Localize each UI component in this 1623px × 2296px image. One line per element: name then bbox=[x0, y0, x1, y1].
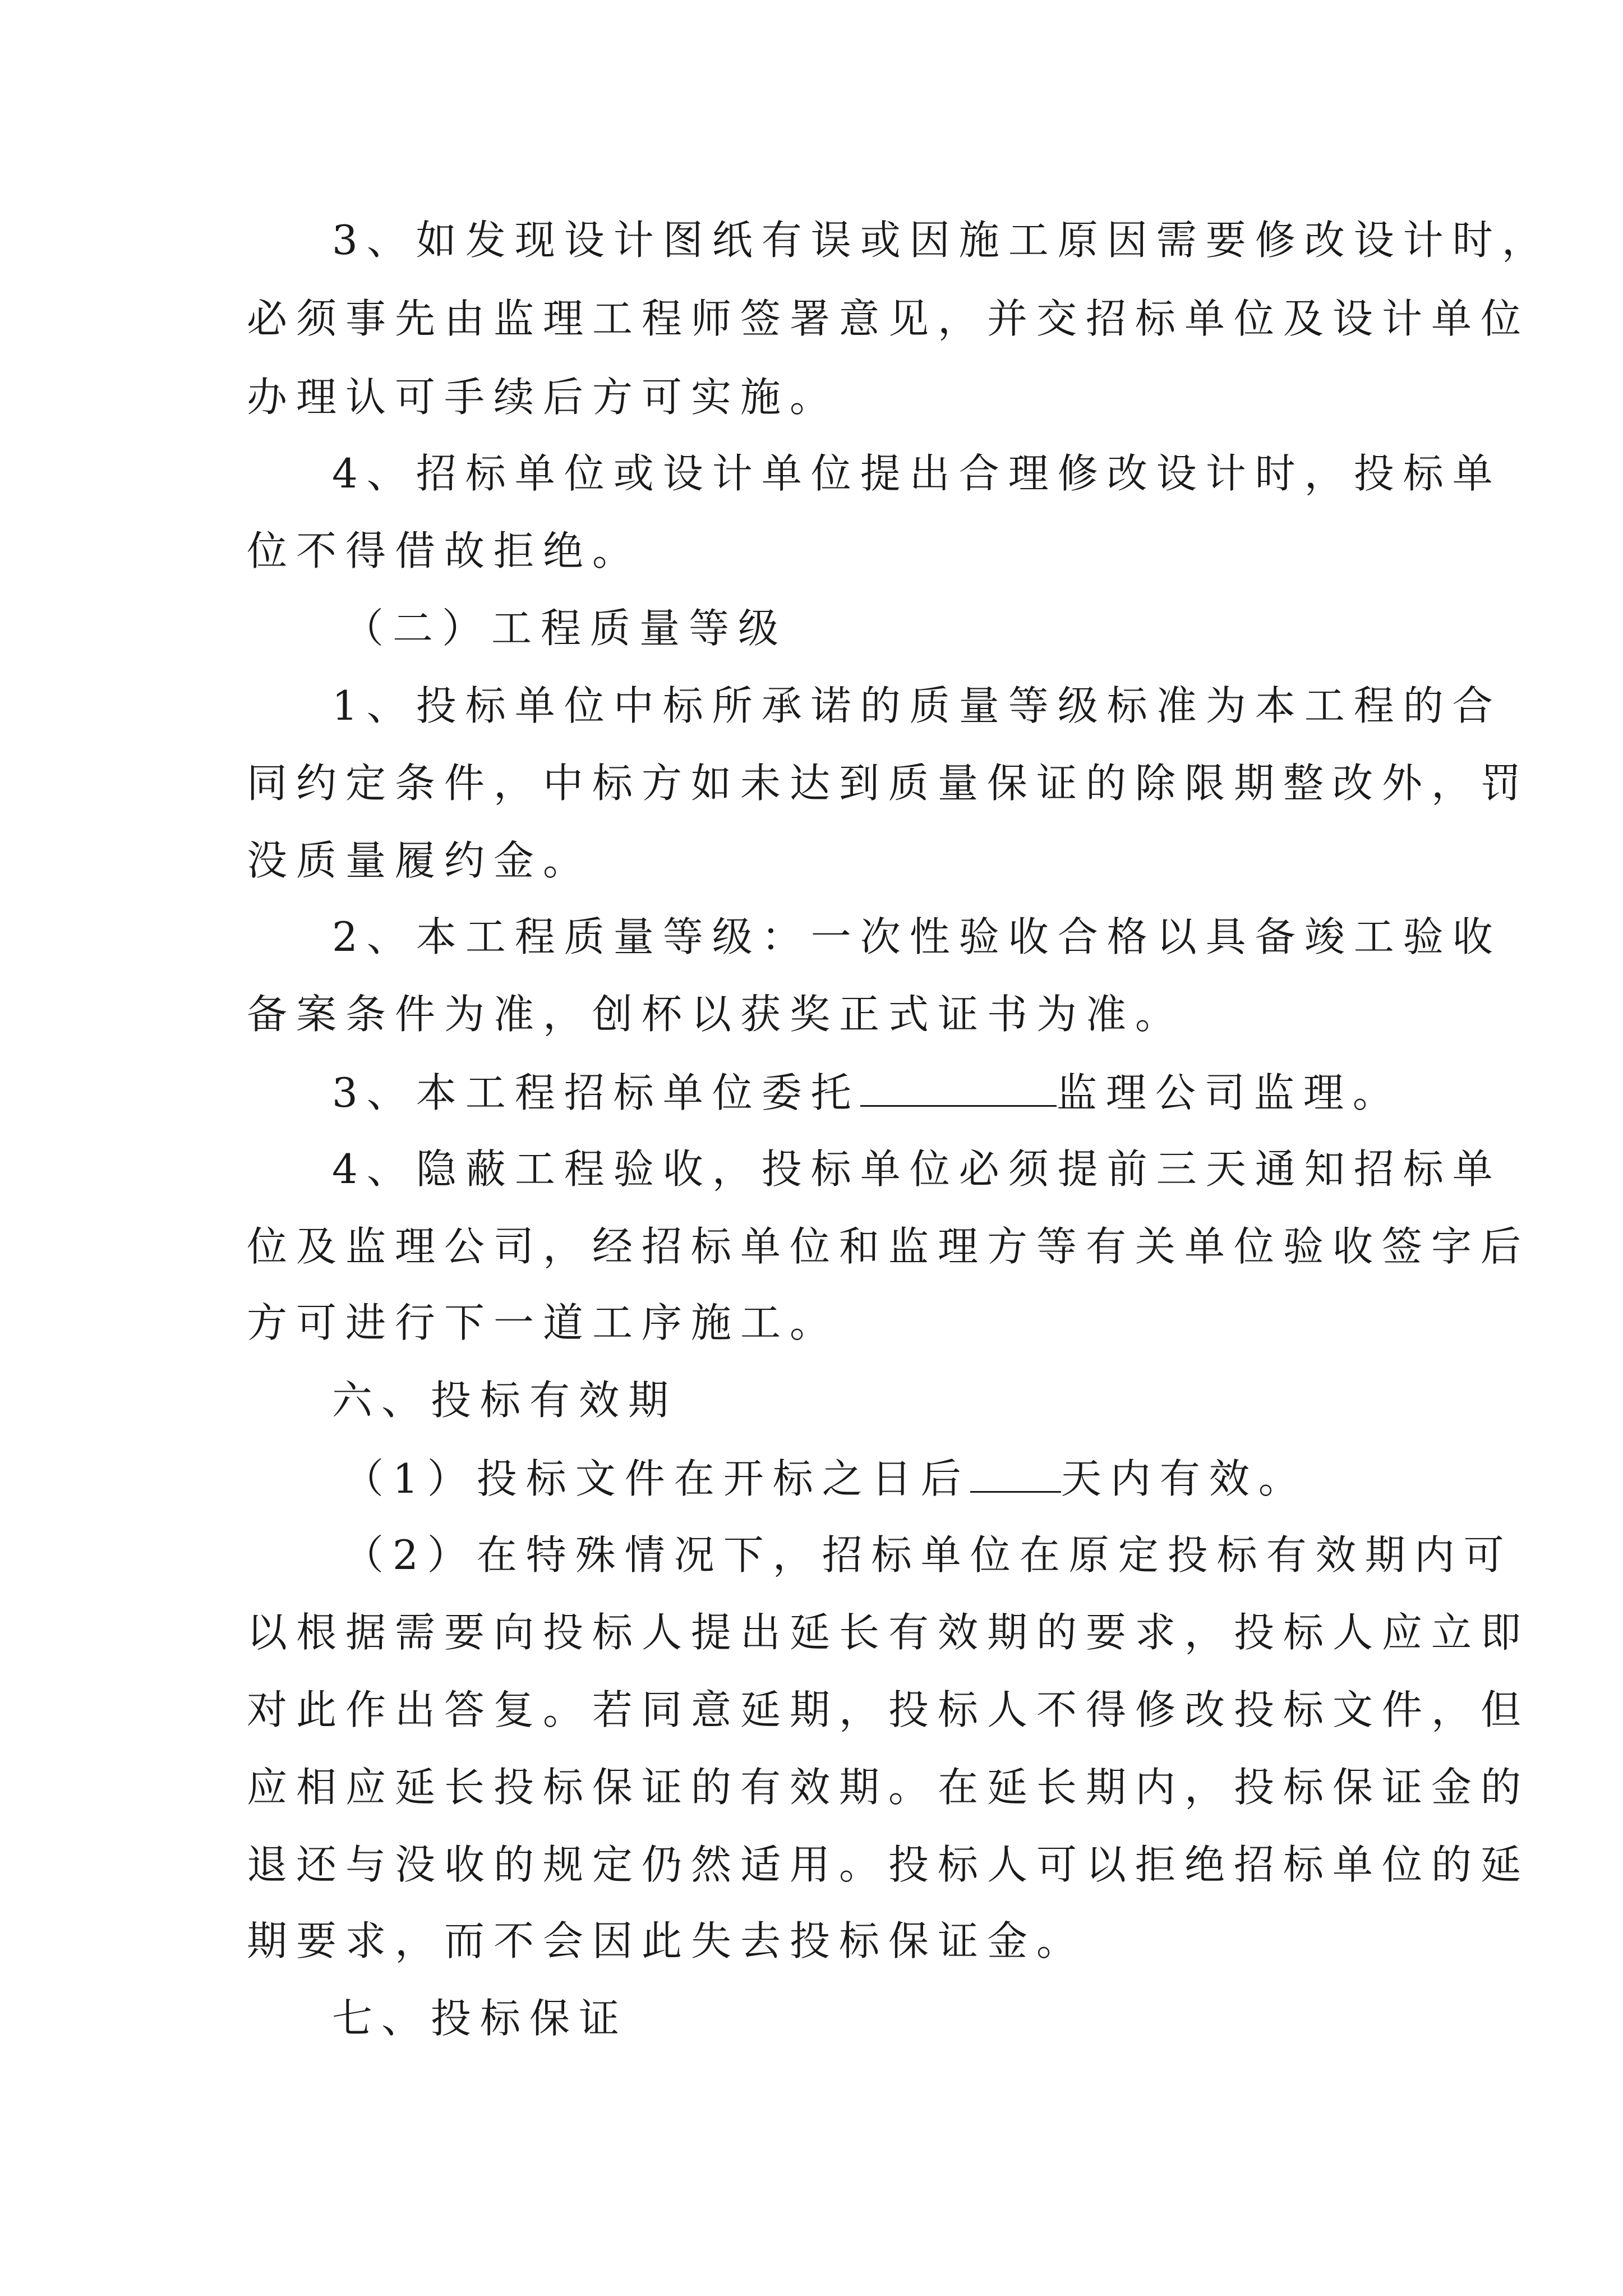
paragraph-line: 没质量履约金。 bbox=[247, 837, 593, 884]
line-text-after-blank: 监理公司监理。 bbox=[1056, 1069, 1402, 1116]
paragraph-line-with-blank bbox=[332, 1069, 1402, 1116]
paragraph-line: 同约定条件，中标方如未达到质量保证的除限期整改外，罚 bbox=[247, 760, 1530, 807]
paragraph-line-with-blank bbox=[343, 1455, 1308, 1502]
paragraph-line: 位不得借故拒绝。 bbox=[247, 527, 642, 574]
paragraph-line: 方可进行下一道工序施工。 bbox=[247, 1299, 840, 1346]
line-text-before-blank: （1）投标文件在开标之日后 bbox=[343, 1455, 970, 1502]
paragraph-line: 办理认可手续后方可实施。 bbox=[247, 374, 840, 421]
paragraph-line: 4、招标单位或设计单位提出合理修改设计时，投标单 bbox=[332, 450, 1502, 497]
paragraph-line: 3、如发现设计图纸有误或因施工原因需要修改设计时， bbox=[332, 217, 1551, 264]
line-text-after-blank: 天内有效。 bbox=[1061, 1455, 1308, 1502]
paragraph-line: 1、投标单位中标所承诺的质量等级标准为本工程的合 bbox=[332, 682, 1502, 729]
line-text-before-blank: 3、本工程招标单位委托 bbox=[332, 1069, 860, 1116]
paragraph-line: 备案条件为准，创杯以获奖正式证书为准。 bbox=[247, 991, 1185, 1038]
paragraph-line: （2）在特殊情况下，招标单位在原定投标有效期内可 bbox=[343, 1531, 1513, 1579]
paragraph-line: 2、本工程质量等级：一次性验收合格以具备竣工验收 bbox=[332, 913, 1502, 960]
fill-in-blank bbox=[970, 1457, 1061, 1493]
paragraph-line: 应相应延长投标保证的有效期。在延长期内，投标保证金的 bbox=[247, 1764, 1530, 1811]
section-heading: （二）工程质量等级 bbox=[343, 605, 788, 652]
section-heading: 六、投标有效期 bbox=[332, 1377, 678, 1424]
fill-in-blank bbox=[860, 1071, 1057, 1107]
paragraph-line: 以根据需要向投标人提出延长有效期的要求，投标人应立即 bbox=[247, 1609, 1530, 1656]
paragraph-line: 期要求，而不会因此失去投标保证金。 bbox=[247, 1917, 1086, 1964]
paragraph-line: 退还与没收的规定仍然适用。投标人可以拒绝招标单位的延 bbox=[247, 1841, 1530, 1888]
paragraph-line: 位及监理公司，经招标单位和监理方等有关单位验收签字后 bbox=[247, 1223, 1530, 1270]
section-heading: 七、投标保证 bbox=[332, 1995, 629, 2042]
paragraph-line: 对此作出答复。若同意延期，投标人不得修改投标文件，但 bbox=[247, 1686, 1530, 1733]
paragraph-line: 4、隐蔽工程验收，投标单位必须提前三天通知招标单 bbox=[332, 1145, 1502, 1193]
paragraph-line: 必须事先由监理工程师签署意见，并交招标单位及设计单位 bbox=[247, 295, 1530, 342]
